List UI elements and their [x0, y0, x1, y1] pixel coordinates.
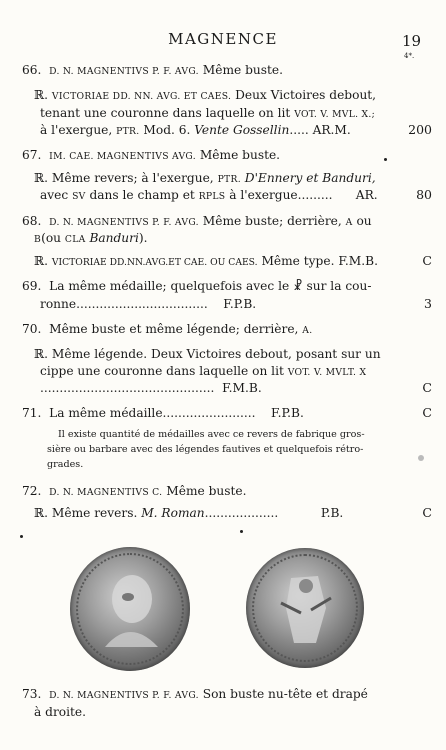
exergue-text: à l'exergue,: [40, 123, 113, 137]
obverse-description: Même buste.: [202, 63, 283, 77]
reverse-description: Même revers.: [51, 506, 138, 520]
entry-68-obverse-line-2: [34, 230, 148, 248]
entry-number: 68.: [22, 214, 42, 228]
printer-signature: 4*.: [404, 52, 415, 60]
entry-70-reverse-line-3: [40, 380, 262, 397]
entry-number: 70.: [22, 322, 42, 336]
entry-number: 67.: [22, 148, 42, 162]
reverse-description: Même type.: [261, 254, 335, 268]
reverse-legend: VICTORIAE DD.NN.AVG.ET CAE. OU CAES.: [51, 257, 258, 268]
entry-67-price: 80: [416, 187, 432, 202]
leader-dots: .............................................: [40, 381, 215, 395]
page-number: 19: [402, 32, 422, 50]
entry-description: La même médaille; quelquefois avec le: [49, 279, 290, 293]
running-title: MAGNENCE: [168, 30, 278, 48]
field-mark: A.: [302, 325, 313, 336]
entry-number: 71.: [22, 406, 42, 420]
entry-68-obverse: [22, 213, 372, 231]
entry-72-price: C: [422, 505, 432, 520]
entry-71-price: C: [422, 405, 432, 420]
obverse-description: Même buste et même légende; derrière,: [49, 322, 299, 336]
entry-71-note-line-2: sière ou barbare avec des légendes fautives et quelquefois rétro-: [47, 444, 364, 455]
reverse-mark: ℝ.: [34, 88, 49, 102]
entry-number: 72.: [22, 484, 42, 498]
entry-description: sur la cou-: [306, 279, 372, 293]
entry-66-price: 200: [408, 122, 432, 137]
source-reference: Vente Gossellin: [194, 123, 290, 137]
source-reference: M. Roman: [141, 506, 205, 520]
coin-obverse-image: [70, 547, 190, 671]
metal-size: F.M.B.: [338, 254, 378, 268]
leader-dots: ..................................: [76, 297, 208, 311]
entry-71-note-line-1: Il existe quantité de médailles avec ce revers de fabrique gros-: [58, 429, 365, 440]
entry-73-line-2: à droite.: [34, 705, 86, 719]
entry-number: 69.: [22, 279, 42, 293]
entry-66-reverse-line-3: [40, 122, 351, 140]
obverse-description: (ou: [41, 231, 62, 245]
reverse-legend: VICTORIAE DD. NN. AVG. ET CAES.: [51, 91, 232, 102]
entry-73-obverse: [22, 686, 368, 704]
reverse-mark: ℝ.: [34, 347, 49, 361]
reverse-text: Même revers; à l'exergue,: [51, 171, 214, 185]
source-reference: D'Ennery et Banduri,: [244, 171, 376, 185]
leader-dots: ........................: [162, 406, 256, 420]
reverse-text: avec: [40, 188, 69, 202]
entry-68-reverse: [34, 253, 378, 271]
metal-size: P.B.: [320, 506, 344, 520]
coin-reverse-image: [246, 548, 364, 668]
metal-size: AR.M.: [312, 123, 351, 137]
entry-71-note-line-3: grades.: [47, 459, 84, 470]
metal-size: F.P.B.: [223, 297, 257, 311]
print-speck: [240, 530, 243, 533]
entry-description: ronne: [40, 297, 77, 311]
leader-dots: .....: [289, 123, 309, 137]
entry-70-reverse-line-1: [34, 346, 381, 363]
print-speck: [384, 158, 387, 161]
entry-70-obverse: [22, 321, 312, 339]
obverse-description: Même buste.: [199, 148, 281, 162]
mint-mark: PTR.: [217, 174, 241, 185]
source-reference: Banduri: [89, 231, 139, 245]
obverse-description: Même buste.: [166, 484, 247, 498]
reverse-text: tenant une couronne dans laquelle on lit: [40, 106, 291, 120]
chi-rho-symbol: ☧: [293, 279, 303, 293]
entry-70-price: C: [422, 380, 432, 395]
metal-size: F.P.B.: [271, 406, 304, 420]
obverse-legend: D. N. MAGNENTIVS P. F. AVG.: [49, 217, 199, 228]
reverse-inscription: VOT. V. MVLT. X: [287, 367, 367, 378]
field-mark: A: [345, 217, 353, 228]
entry-69-line-1: [22, 278, 371, 295]
reverse-mark: ℝ.: [34, 254, 49, 268]
field-mark: SV: [72, 191, 86, 202]
obverse-legend: D. N. MAGNENTIVS C.: [49, 487, 163, 498]
print-speck: [20, 535, 23, 538]
reverse-mark: ℝ.: [34, 506, 49, 520]
entry-67-reverse-line-1: [34, 170, 376, 188]
reverse-text: cippe une couronne dans laquelle on lit: [40, 364, 284, 378]
field-mark: CLA: [64, 234, 86, 245]
victory-figure-icon: [246, 548, 364, 668]
entry-71-line-1: [22, 405, 304, 422]
reverse-mark: ℝ.: [34, 171, 49, 185]
reverse-description: Même légende. Deux Victoires debout, posant sur un: [51, 347, 381, 361]
entry-70-reverse-line-2: [40, 363, 366, 381]
entry-69-line-2: [40, 296, 256, 313]
entry-67-reverse-line-2: [40, 187, 378, 205]
obverse-legend: D. N. MAGNENTIVS P. F. AVG.: [49, 690, 199, 701]
entry-69-price: 3: [424, 296, 432, 311]
module: Mod. 6.: [143, 123, 191, 137]
print-speck: [418, 455, 424, 461]
entry-66-reverse-line-1: [34, 87, 376, 105]
obverse-legend: D. N. MAGNENTIVS P. F. AVG.: [49, 66, 199, 77]
entry-number: 66.: [22, 63, 42, 77]
entry-72-obverse: [22, 483, 247, 501]
entry-description: La même médaille: [49, 406, 163, 420]
reverse-description: Deux Victoires debout,: [235, 88, 377, 102]
punctuation: ).: [138, 231, 148, 245]
obverse-description: Son buste nu-tête et drapé: [202, 687, 368, 701]
entry-66-reverse-line-2: [40, 105, 375, 123]
mint-mark: PTR.: [116, 126, 140, 137]
leader-dots: ...................: [204, 506, 279, 520]
exergue-mark: RPLS: [198, 191, 226, 202]
obverse-description: ou: [356, 214, 372, 228]
reverse-text: à l'exergue: [229, 188, 298, 202]
metal-size: F.M.B.: [222, 381, 262, 395]
bust-icon: [70, 547, 190, 671]
entry-68-price: C: [422, 253, 432, 268]
leader-dots: .........: [297, 188, 333, 202]
obverse-description: Même buste; derrière,: [202, 214, 342, 228]
entry-66-obverse: [22, 62, 283, 80]
reverse-text: dans le champ et: [89, 188, 195, 202]
reverse-inscription: VOT. V. MVL. X.;: [294, 109, 376, 120]
entry-72-reverse: [34, 505, 343, 522]
entry-number: 73.: [22, 687, 42, 701]
entry-67-obverse: [22, 147, 280, 165]
metal-size: AR.: [355, 188, 378, 202]
field-mark: B: [34, 234, 42, 245]
obverse-legend: IM. CAE. MAGNENTIVS AVG.: [49, 151, 196, 162]
